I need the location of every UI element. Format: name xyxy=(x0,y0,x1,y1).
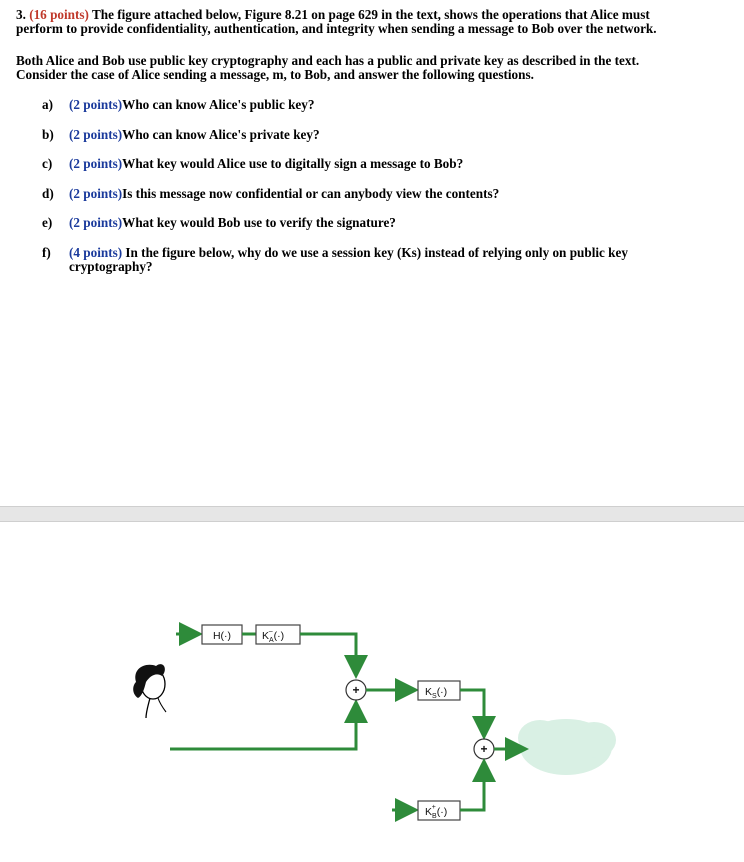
question-number: 3. xyxy=(16,7,26,22)
item-points: (2 points) xyxy=(69,127,123,142)
intro-line-2: Consider the case of Alice sending a message, m, to Bob, and answer the following questions. xyxy=(16,67,534,82)
alice-private-key-sub: A xyxy=(269,637,274,644)
bob-public-key-sup: + xyxy=(431,804,436,811)
line-bob-key-to-plus xyxy=(460,761,484,810)
question-intro xyxy=(16,54,732,82)
item-text: What key would Alice use to digitally sign a message to Bob? xyxy=(122,156,464,171)
page-separator xyxy=(0,506,744,522)
question-text-1: The figure attached below, Figure 8.21 on page 629 in the text, shows the operations that Alice must xyxy=(88,7,650,22)
item-label: c) xyxy=(42,156,53,171)
item-text: What key would Bob use to verify the signature? xyxy=(122,215,396,230)
alice-icon xyxy=(133,664,166,718)
item-text: Who can know Alice's private key? xyxy=(122,127,320,142)
bob-public-key-K: K xyxy=(425,806,433,818)
item-text: Is this message now confidential or can anybody view the contents? xyxy=(122,186,500,201)
item-text: Who can know Alice's public key? xyxy=(122,97,315,112)
plus-symbol-1: + xyxy=(352,683,360,697)
alice-private-key-sup: – xyxy=(268,628,273,635)
plus-symbol-2: + xyxy=(480,742,488,756)
line-session-to-plus xyxy=(460,690,484,737)
alice-private-key-K: K xyxy=(262,630,270,642)
intro-line-1: Both Alice and Bob use public key cryptography and each has a public and private key as described in the text. xyxy=(16,53,640,68)
item-label: e) xyxy=(42,215,53,230)
hash-box-label: H(·) xyxy=(212,630,232,642)
svg-text:KB+(·) xyxy=(425,804,447,820)
question-line-1 xyxy=(16,8,732,22)
bob-cloud-part xyxy=(518,720,562,756)
line-signature-to-plus xyxy=(300,634,356,676)
alice-private-key-tail: (·) xyxy=(273,630,285,642)
question-header xyxy=(16,8,732,36)
item-label: a) xyxy=(42,97,53,112)
line-message-to-plus xyxy=(170,702,356,749)
bob-cloud-part xyxy=(572,722,616,758)
session-key-sub: S xyxy=(432,693,437,700)
item-points: (2 points) xyxy=(69,186,123,201)
session-key-K: K xyxy=(425,686,433,698)
question-points: (16 points) xyxy=(29,7,89,22)
item-points: (2 points) xyxy=(69,215,123,230)
item-points: (2 points) xyxy=(69,97,123,112)
bob-public-key-sub: B xyxy=(432,813,437,820)
svg-text:KS(·) xyxy=(425,686,447,700)
figure-svg xyxy=(0,530,744,857)
figure-8-21 xyxy=(0,530,744,857)
item-label: f) xyxy=(42,245,51,260)
bob-public-key-tail: (·) xyxy=(436,806,448,818)
item-label: d) xyxy=(42,186,54,201)
question-line-2: perform to provide confidentiality, authentication, and integrity when sending a message to Bob over the network. xyxy=(16,21,657,36)
item-points: (2 points) xyxy=(69,156,123,171)
item-points: (4 points) xyxy=(69,245,123,260)
item-text-continued: cryptography? xyxy=(69,259,153,274)
session-key-tail: (·) xyxy=(436,686,448,698)
svg-text:KA–(·) xyxy=(262,628,284,644)
item-text: In the figure below, why do we use a session key (Ks) instead of relying only on public key xyxy=(122,245,628,260)
item-label: b) xyxy=(42,127,54,142)
